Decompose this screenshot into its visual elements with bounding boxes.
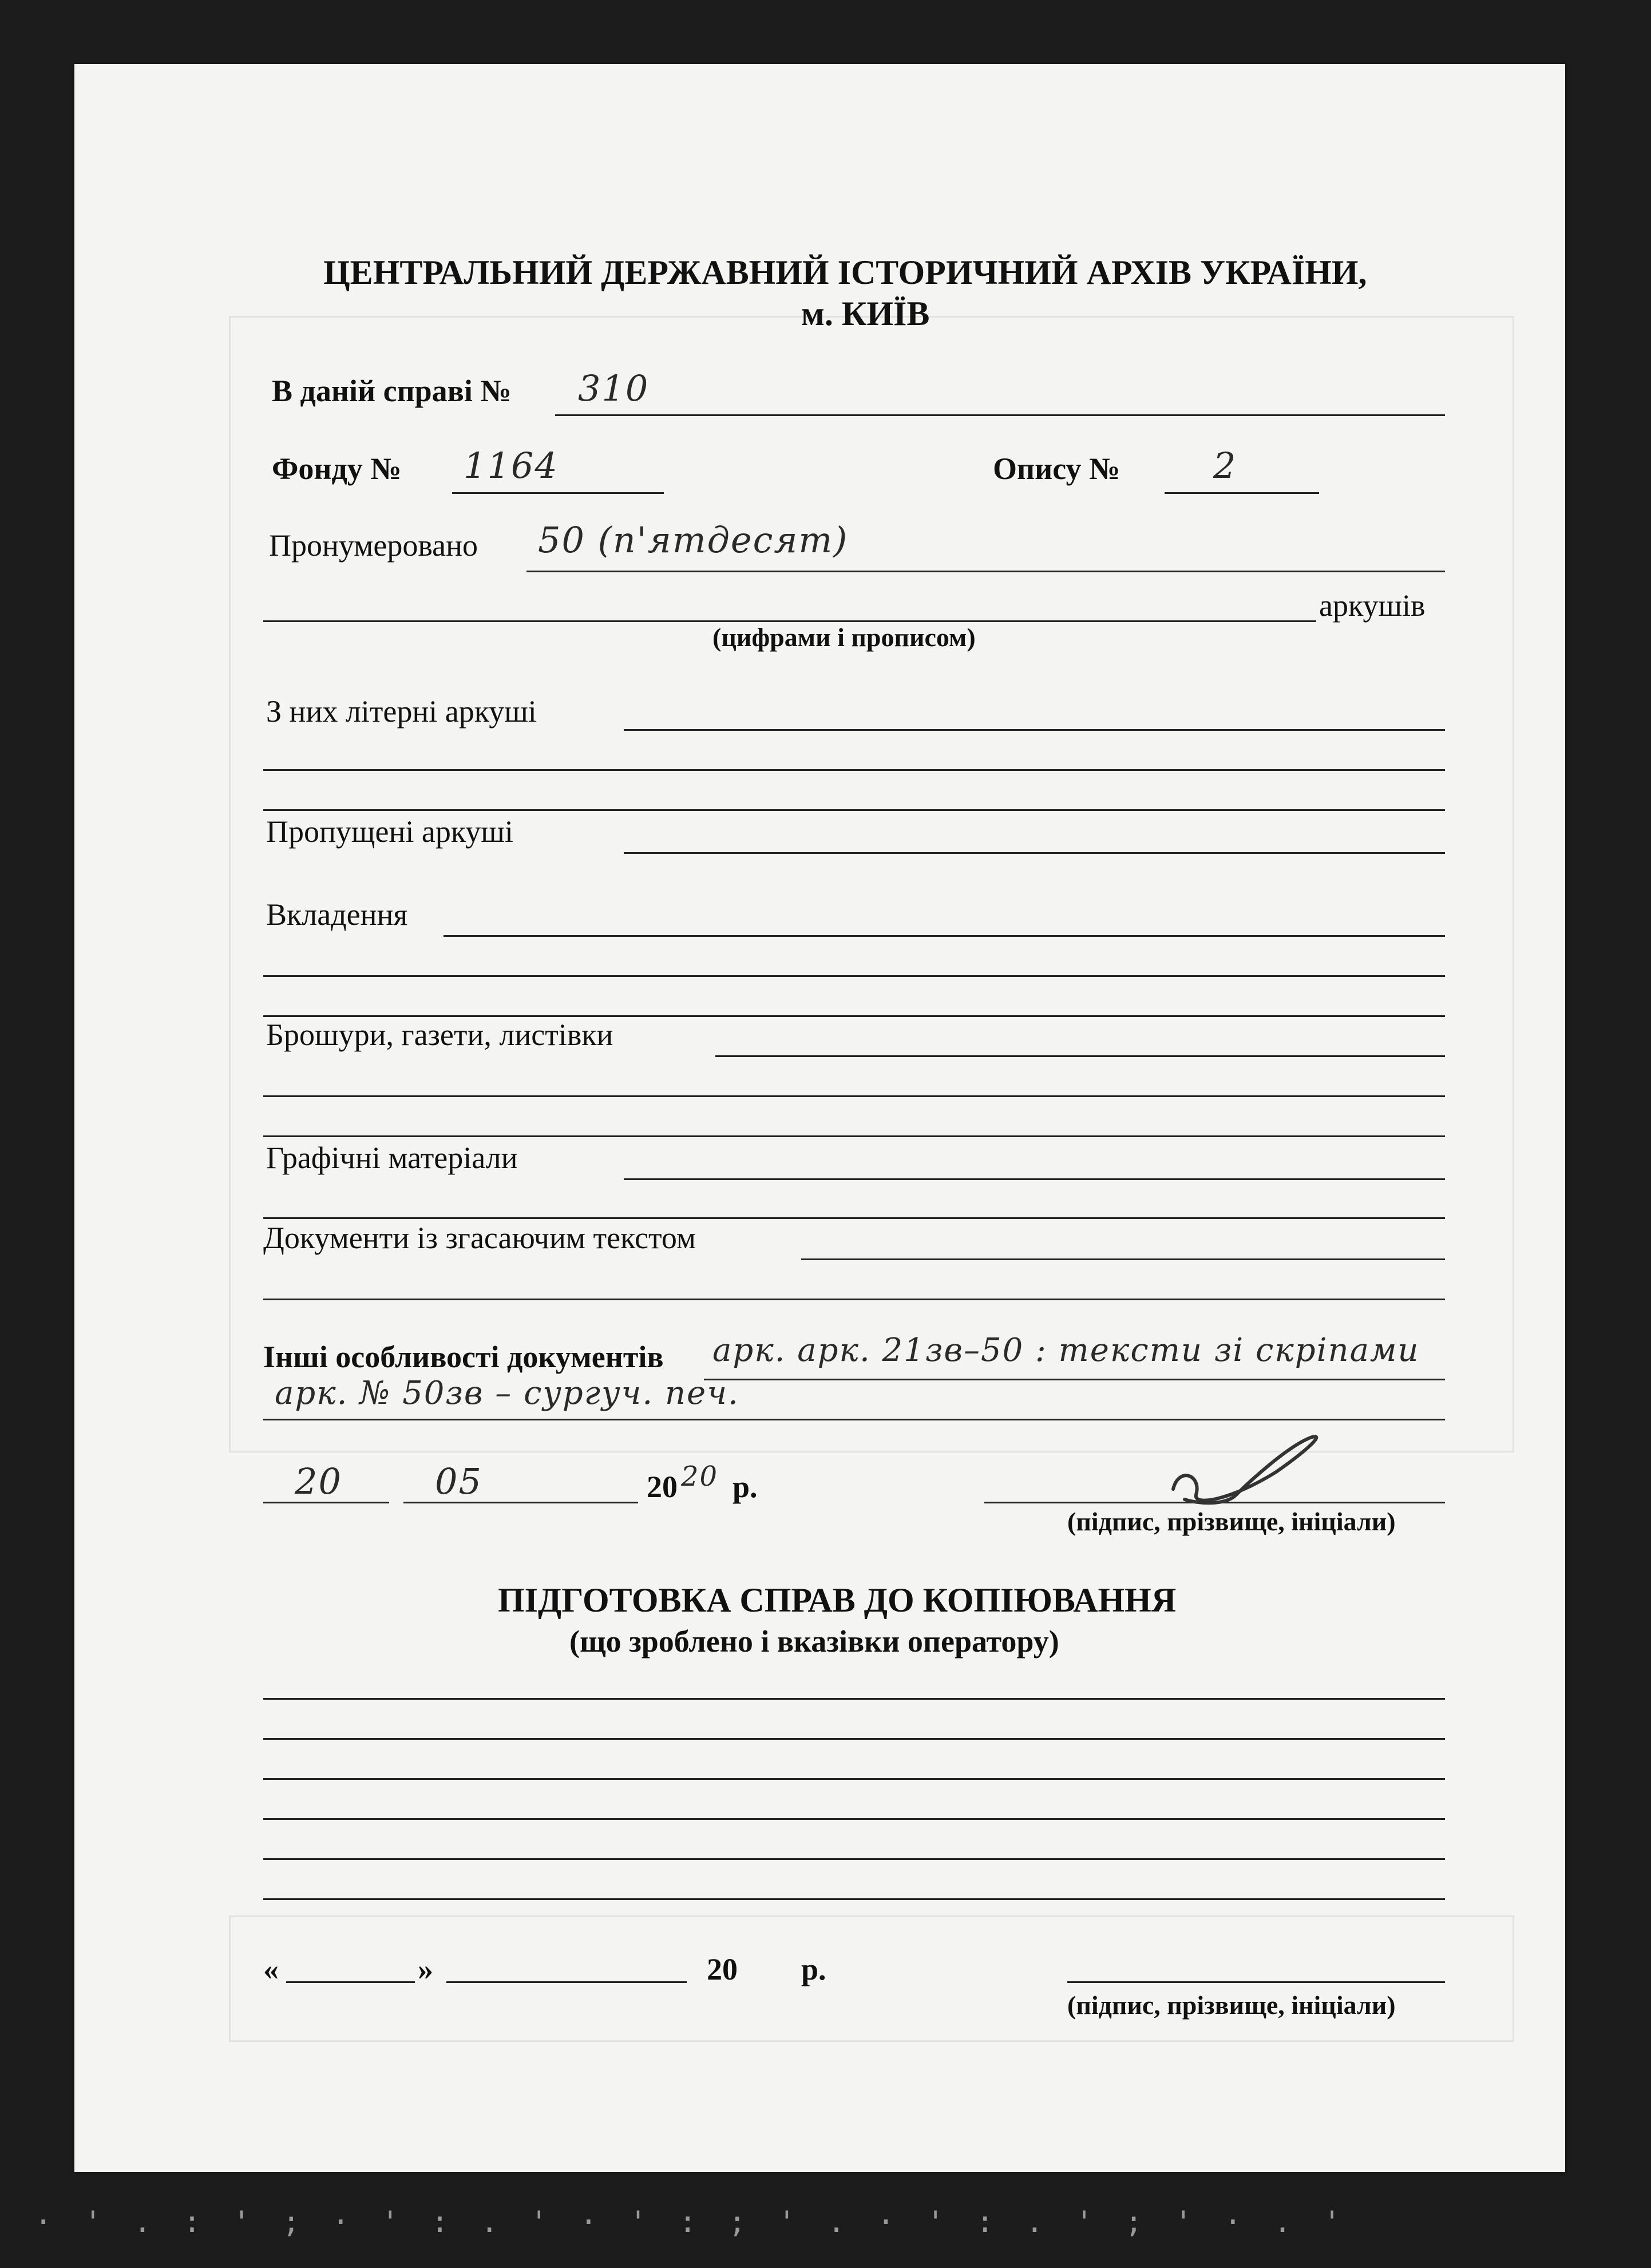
letter-sheets-label: З них літерні аркуші xyxy=(266,694,537,729)
other-line xyxy=(704,1379,1445,1380)
prep-line-2 xyxy=(263,1738,1445,1740)
fond-label: Фонду № xyxy=(272,452,402,486)
fading-text-line-2 xyxy=(263,1299,1445,1300)
letter-sheets-line-3 xyxy=(263,809,1445,811)
letter-sheets-line xyxy=(624,729,1445,731)
prep-signature-line xyxy=(1067,1981,1445,1983)
prep-line-5 xyxy=(263,1858,1445,1860)
fading-text-line xyxy=(801,1258,1445,1260)
brochures-label: Брошури, газети, листівки xyxy=(266,1018,613,1052)
case-line xyxy=(555,414,1445,416)
fond-line xyxy=(452,492,664,494)
date-day-line xyxy=(263,1502,389,1503)
date-year-prefix: 20 xyxy=(647,1470,678,1504)
film-edge-marks: · ' . : ' ; · ' : . ' · ' : ; ' . · ' : . ' ; ' · . ' xyxy=(34,2205,1348,2239)
brochures-line-2 xyxy=(263,1095,1445,1097)
bleed-through-table-top xyxy=(229,316,1514,1452)
prep-line-4 xyxy=(263,1818,1445,1820)
case-value: 310 xyxy=(578,367,650,409)
date-month-line xyxy=(403,1502,638,1503)
letter-sheets-line-2 xyxy=(263,769,1445,771)
case-label: В даній справі № xyxy=(272,374,512,408)
missing-sheets-line xyxy=(624,852,1445,854)
date-unit: р. xyxy=(733,1470,758,1504)
prep-year-prefix: 20 xyxy=(707,1952,738,1986)
date-month: 05 xyxy=(435,1460,482,1502)
prep-month-line xyxy=(446,1981,687,1983)
date-day: 20 xyxy=(295,1460,342,1502)
archive-title: ЦЕНТРАЛЬНИЙ ДЕРЖАВНИЙ ІСТОРИЧНИЙ АРХІВ УКРАЇНИ, xyxy=(323,254,1367,291)
attachments-line-2 xyxy=(263,975,1445,977)
opys-value: 2 xyxy=(1213,445,1237,486)
archive-city: м. КИЇВ xyxy=(801,295,930,333)
prep-day-line xyxy=(286,1981,415,1983)
attachments-label: Вкладення xyxy=(266,897,408,932)
numbered-value: 50 (п'ятдесят) xyxy=(538,519,849,561)
attachments-line xyxy=(444,935,1445,937)
numbered-hint: (цифрами і прописом) xyxy=(712,623,976,652)
brochures-line xyxy=(715,1055,1445,1057)
other-value-1: арк. арк. 21зв–50 : тексти зі скріпами xyxy=(712,1332,1420,1369)
archive-form-sheet xyxy=(74,64,1565,2172)
prep-open-quote: « xyxy=(263,1952,279,1986)
numbered-line xyxy=(526,571,1445,572)
graphics-line xyxy=(624,1178,1445,1180)
signature-scribble xyxy=(1162,1420,1333,1512)
prep-line-1 xyxy=(263,1698,1445,1700)
prep-signature-hint: (підпис, прізвище, ініціали) xyxy=(1067,1990,1396,2020)
other-value-2: арк. № 50зв – сургуч. печ. xyxy=(275,1375,739,1412)
prep-close-quote: » xyxy=(418,1952,433,1986)
numbered-label: Пронумеровано xyxy=(269,528,478,563)
other-label: Інші особливості документів xyxy=(263,1340,664,1374)
prep-line-3 xyxy=(263,1778,1445,1780)
missing-sheets-label: Пропущені аркуші xyxy=(266,814,513,849)
sheets-label: аркушів xyxy=(1319,588,1426,623)
opys-label: Опису № xyxy=(993,452,1121,486)
graphics-line-2 xyxy=(263,1217,1445,1219)
prep-year-unit: р. xyxy=(801,1952,826,1986)
date-year-suffix: 20 xyxy=(681,1460,719,1493)
prep-title: ПІДГОТОВКА СПРАВ ДО КОПІЮВАННЯ xyxy=(498,1581,1177,1619)
prep-subtitle: (що зроблено і вказівки оператору) xyxy=(569,1624,1059,1659)
prep-line-6 xyxy=(263,1898,1445,1900)
fond-value: 1164 xyxy=(464,445,559,486)
signature-hint: (підпис, прізвище, ініціали) xyxy=(1067,1507,1396,1536)
fading-text-label: Документи із згасаючим текстом xyxy=(263,1221,696,1255)
brochures-line-3 xyxy=(263,1135,1445,1137)
graphics-label: Графічні матеріали xyxy=(266,1141,518,1175)
opys-line xyxy=(1165,492,1319,494)
